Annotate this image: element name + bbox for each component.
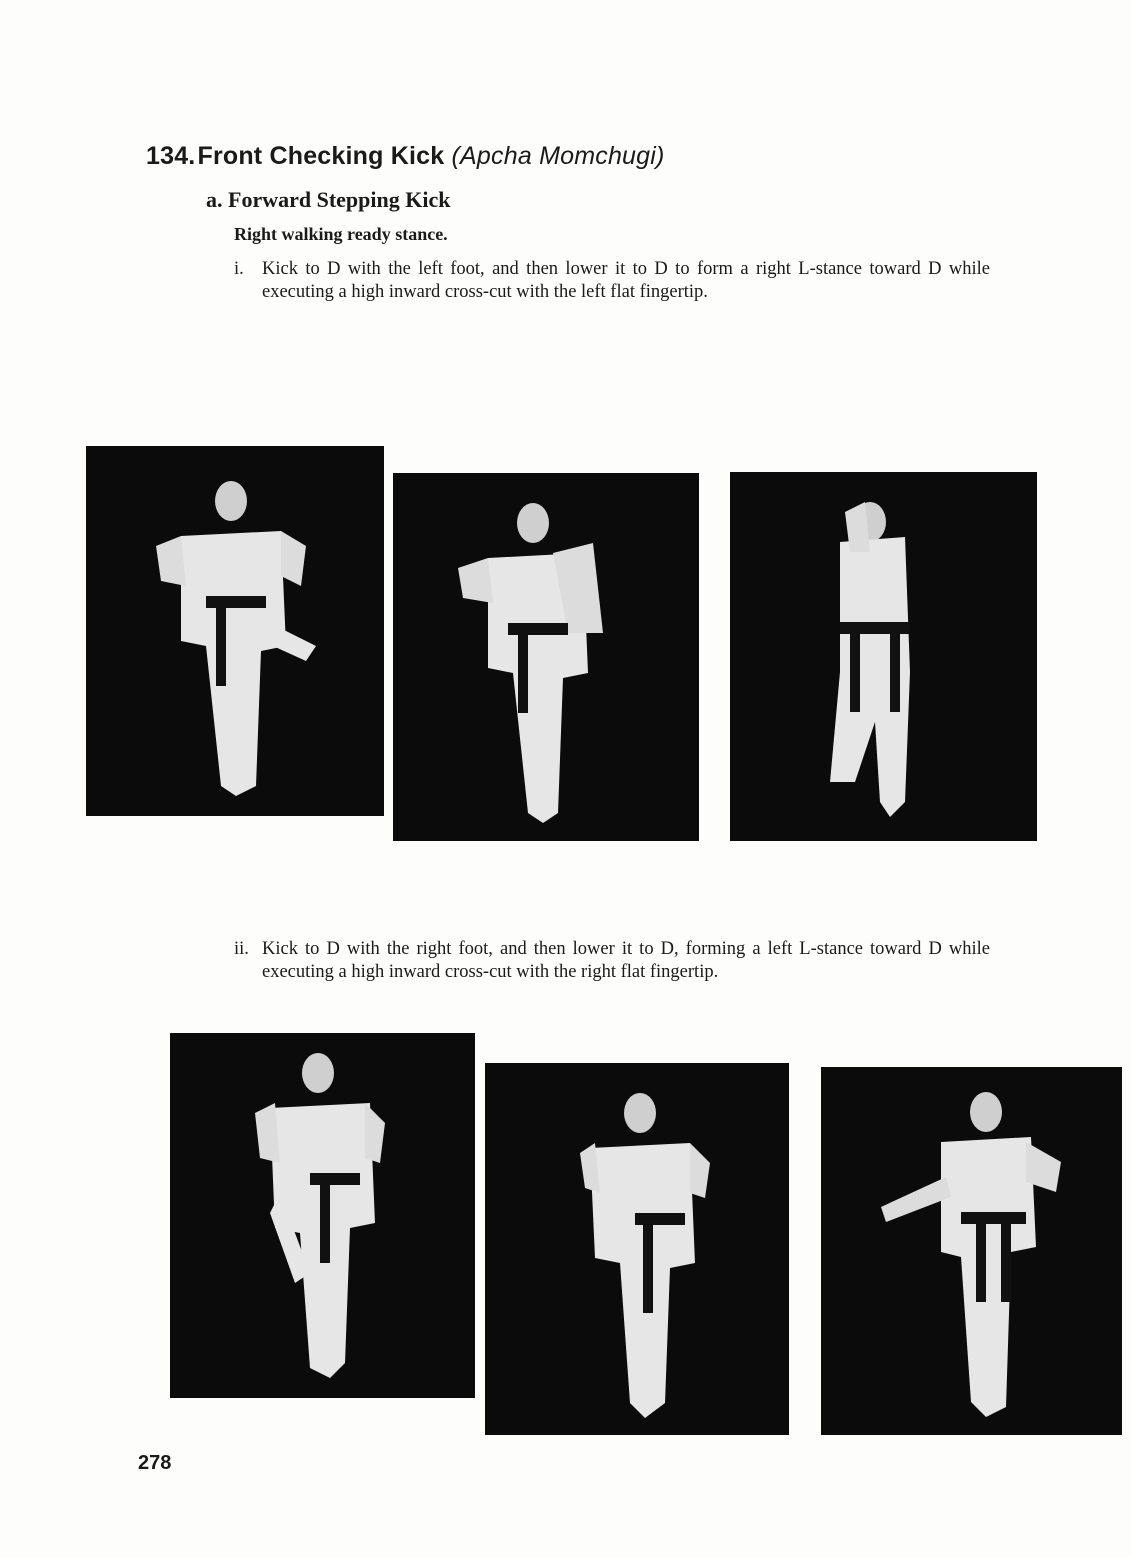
- martial-artist-figure: [821, 1067, 1122, 1435]
- martial-artist-figure: [170, 1033, 475, 1398]
- photo-step-ii-3: [821, 1067, 1122, 1435]
- photo-step-i-2: [393, 473, 699, 841]
- photo-step-ii-1: [170, 1033, 475, 1398]
- photo-step-i-1: [86, 446, 384, 816]
- martial-artist-figure: [485, 1063, 789, 1435]
- exercise-number: 134.: [146, 142, 196, 170]
- ready-stance: Right walking ready stance.: [234, 224, 448, 244]
- exercise-title: Front Checking Kick: [197, 142, 445, 170]
- step-text: Kick to D with the right foot, and then lower it to D, forming a left L-stance toward D while executing a high inward cross-cut with the right flat fingertip.: [262, 939, 990, 982]
- martial-artist-figure: [393, 473, 699, 841]
- step-text: Kick to D with the left foot, and then lower it to D to form a right L-stance toward D while executing a high inward cross-cut with the left flat fingertip.: [262, 259, 990, 302]
- photo-step-ii-2: [485, 1063, 789, 1435]
- martial-artist-figure: [86, 446, 384, 816]
- section-heading: a. Forward Stepping Kick: [206, 187, 451, 212]
- page-number: 278: [138, 1452, 172, 1474]
- martial-artist-figure: [730, 472, 1037, 841]
- step-i: [234, 258, 990, 304]
- page-title: [146, 142, 665, 171]
- step-label: i.: [234, 259, 244, 279]
- step-label: ii.: [234, 939, 249, 959]
- exercise-korean-name: (Apcha Momchugi): [451, 142, 665, 170]
- photo-step-i-3: [730, 472, 1037, 841]
- step-ii: [234, 938, 990, 984]
